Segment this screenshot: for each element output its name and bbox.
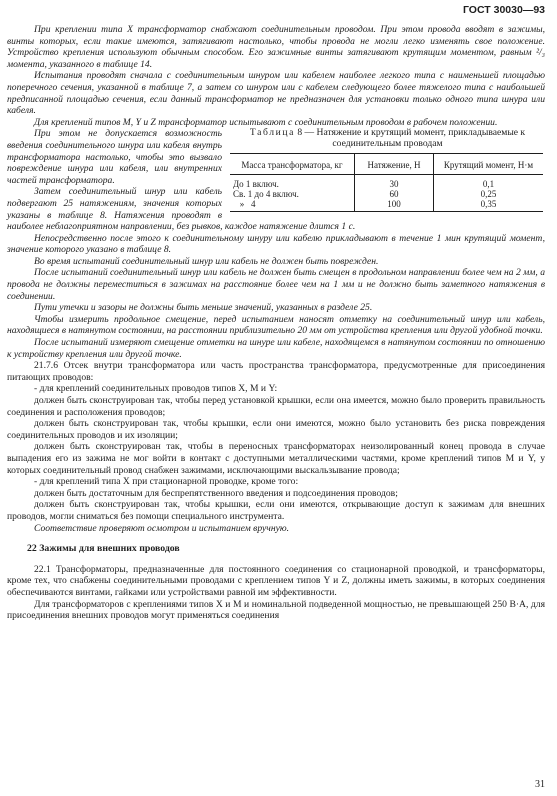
- list-item: должен быть сконструирован так, чтобы в переносных трансформаторах неизолированный конец провода в случае выпадения его из зажима не мог войти в контакт с доступными металлическими частями, кроме креплений типов M и Y, у которых соединительный провод снабжен зажимами, исключающими выскальзывание провода;: [7, 441, 545, 476]
- table-caption: [230, 128, 545, 149]
- paragraph: Пути утечки и зазоры не должны быть меньше значений, указанных в разделе 25.: [34, 302, 373, 314]
- table-8: [230, 128, 545, 211]
- paragraph: Испытания проводят сначала с соединительным шнуром или кабелем наиболее легкого типа с наименьшей площадью поперечного сечения, указанной в таблице 7, а затем со шнуром или с кабелем следующего более тяжелого типа с наибольшей предписанной площадью сечения, если данный трансформатор не предназначен для установки только одного типа шнура или кабеля.: [7, 70, 545, 117]
- paragraph: Во время испытаний соединительный шнур или кабель не должен быть поврежден.: [34, 255, 379, 267]
- paragraph: После испытаний соединительный шнур или кабель не должен быть смещен в продольном направлении более чем на 2 мм, а провода не должны переместиться в зажимах на расстояние более чем на 1 мм и не должно быть заметного натяжения в соединении.: [7, 267, 545, 302]
- cell-mass: Св. 1 до 4 включ.: [233, 188, 299, 199]
- paragraph: Для креплений типов M, Y и Z трансформатор испытывают с соединительным проводом в рабочем положении.: [34, 116, 498, 128]
- cell-torque: 0,25: [434, 189, 544, 199]
- paragraph: При этом не допускается возможность введения соединительного шнура или кабеля внутрь трансформатора настолько, чтобы это вызвало повреждение шнура или кабеля, или внутренних частей трансформатора.: [7, 128, 222, 186]
- body-text: [7, 24, 545, 622]
- cell-tension: 100: [355, 199, 434, 212]
- section-heading: 22 Зажимы для внешних проводов: [27, 543, 180, 555]
- paragraph: Непосредственно после этого к соединительному шнуру или кабелю прикладывают в течение 1 мин крутящий момент, значение которого указано в таблице 8.: [7, 232, 545, 256]
- list-item: должен быть достаточным для беспрепятственного введения и подсоединения проводов;: [34, 487, 398, 499]
- paragraph: Затем соединительный шнур или кабель подвергают 25 натяжениям, значения которых указаны в таблице 8. Натяжения проводят в наиболее неблагоприятном направлении, без рывков, каждое натяжение длится 1 с.: [7, 186, 356, 233]
- list-item: - для креплений соединительных проводов типов X, M и Y:: [34, 383, 278, 395]
- tension-torque-table: [230, 153, 543, 212]
- clause-21-7-6: 21.7.6 Отсек внутри трансформатора или часть пространства трансформатора, предусмотренные для присоединения питающих проводов:: [7, 360, 545, 383]
- cell-torque: 0,1: [434, 174, 544, 189]
- list-item: - для креплений типа X при стационарной проводке, кроме того:: [34, 476, 299, 488]
- paragraph: После испытаний измеряют смещение отметки на шнуре или кабеле, находящемся в натянутом состоянии по отношению к устройству крепления или другой точке.: [7, 337, 545, 360]
- list-item: должен быть сконструирован так, чтобы крышки, если они имеются, можно было установить без риска повреждения соединительных проводов и их изоляции;: [7, 418, 545, 441]
- table-row: [230, 199, 543, 212]
- cell-tension: 60: [355, 189, 434, 199]
- table-row: [230, 189, 543, 199]
- list-item: должен быть сконструирован так, чтобы крышки, если они имеются, открывающие доступ к зажимам для внешних проводов, могли сниматься без помощи специального инструмента.: [7, 499, 545, 522]
- cell-tension: 30: [355, 174, 434, 189]
- compliance-check: Соответствие проверяют осмотром и испытанием вручную.: [34, 522, 290, 534]
- paragraph: 22.1 Трансформаторы, предназначенные для постоянного соединения со стационарной проводкой, и трансформаторы, кроме тех, что снабжены соединительными проводами с креплением типов Y и Z, должны иметь зажимы, в которых соединения обеспечиваются винтами, гайками или устройствами равной им эффективности.: [7, 563, 545, 598]
- list-item: должен быть сконструирован так, чтобы перед установкой крышки, если она имеется, можно было проверить правильность соединения и расположения проводов;: [7, 395, 545, 418]
- header-torque: Крутящий момент, Н·м: [434, 153, 544, 174]
- standard-header: ГОСТ 30030—93: [462, 4, 545, 16]
- table-row: [230, 174, 543, 189]
- cell-torque: 0,35: [434, 199, 544, 212]
- table-caption-label: Таблица: [249, 127, 295, 139]
- paragraph: При креплении типа X трансформатор снабжают соединительным проводом. При этом провода вводят в зажимы, винты которых, если такие имеются, затягивают настолько, чтобы провода не могли легко изменять свое положение. Устройство крепления используют обычным способом. Его зажимные винты затягивают крутящим моментом, равным ²/₃ момента, указанного в таблице 14.: [7, 24, 545, 70]
- header-mass: Масса трансформатора, кг: [230, 153, 355, 174]
- table-caption-text: 8 — Натяжение и крутящий момент, прикладываемые к соединительным проводам: [297, 127, 526, 149]
- header-tension: Натяжение, Н: [355, 153, 434, 174]
- page-number: 31: [535, 779, 545, 790]
- cell-mass: » 4: [230, 199, 355, 212]
- paragraph: Для трансформаторов с креплениями типов X и M и номинальной подведенной мощностью, не превышающей 250 В·А, для присоединения внешних проводов могут применяться соединения: [7, 598, 545, 622]
- cell-mass: До 1 включ.: [233, 178, 279, 189]
- paragraph: Чтобы измерить продольное смещение, перед испытанием наносят отметку на соединительный шнур или кабель, находящиеся в натянутом состоянии, на расстоянии приблизительно 20 мм от устройства крепления или другой удобной точки.: [7, 313, 545, 337]
